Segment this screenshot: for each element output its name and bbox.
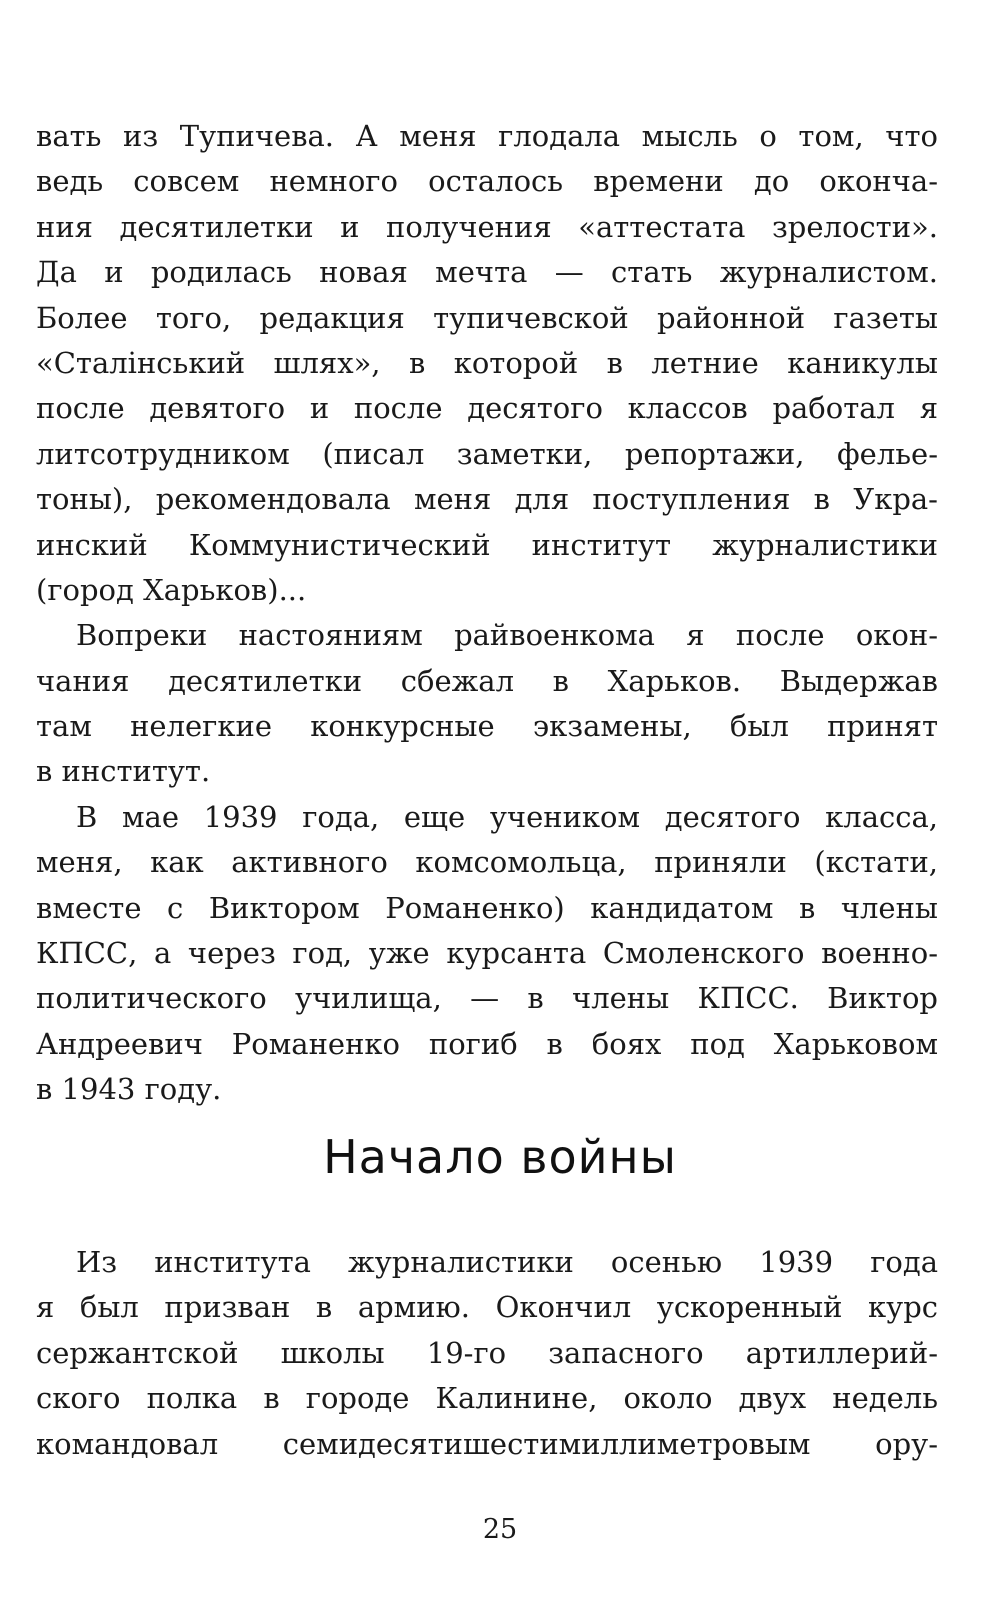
text-line: литсотрудником (писал заметки, репортажи, фелье- xyxy=(36,436,938,471)
page-number: 25 xyxy=(482,1514,518,1545)
text-line: сержантской школы 19-го запасного артиллерий- xyxy=(36,1335,938,1370)
text-line: в институт. xyxy=(36,754,211,789)
text-line: инский Коммунистический институт журналистики xyxy=(36,527,938,562)
text-line: Да и родилась новая мечта — стать журналистом. xyxy=(36,255,938,290)
text-line: там нелегкие конкурсные экзамены, был принят xyxy=(36,709,938,744)
text-line: вать из Тупичева. А меня глодала мысль о том, что xyxy=(36,119,938,153)
text-line: чания десятилетки сбежал в Харьков. Выдержав xyxy=(36,663,938,698)
text-line: ведь совсем немного осталось времени до оконча- xyxy=(36,164,938,199)
text-line: командовал семидесятишестимиллиметровым ору- xyxy=(36,1426,938,1461)
text-line: КПСС, а через год, уже курсанта Смоленского военно- xyxy=(36,936,938,971)
text-line: политического училища, — в члены КПСС. Виктор xyxy=(36,981,938,1016)
text-line: вместе с Виктором Романенко) кандидатом в члены xyxy=(36,890,938,925)
text-line: ского полка в городе Калинине, около двух недель xyxy=(36,1381,938,1416)
text-line: в 1943 году. xyxy=(36,1072,222,1107)
text-line: меня, как активного комсомольца, приняли (кстати, xyxy=(36,845,938,880)
text-line: ния десятилетки и получения «аттестата зрелости». xyxy=(36,209,938,244)
text-line: В мае 1939 года, еще учеником десятого класса, xyxy=(76,799,938,834)
body-text-bottom xyxy=(36,1240,938,1467)
section-heading: Начало войны xyxy=(323,1130,677,1184)
text-line: (город Харьков)... xyxy=(36,572,307,607)
text-line: «Сталінський шлях», в которой в летние каникулы xyxy=(36,345,938,380)
text-line: Из института журналистики осенью 1939 года xyxy=(76,1245,938,1279)
text-line: я был призван в армию. Окончил ускоренный курс xyxy=(36,1290,938,1325)
body-text-top xyxy=(36,114,938,1113)
text-line: тоны), рекомендовала меня для поступления в Укра- xyxy=(36,482,938,517)
text-line: Вопреки настояниям райвоенкома я после окон- xyxy=(76,618,938,653)
text-line: Более того, редакция тупичевской районной газеты xyxy=(36,300,938,335)
text-line: Андреевич Романенко погиб в боях под Харьковом xyxy=(36,1026,938,1061)
text-line: после девятого и после десятого классов работал я xyxy=(36,391,938,426)
